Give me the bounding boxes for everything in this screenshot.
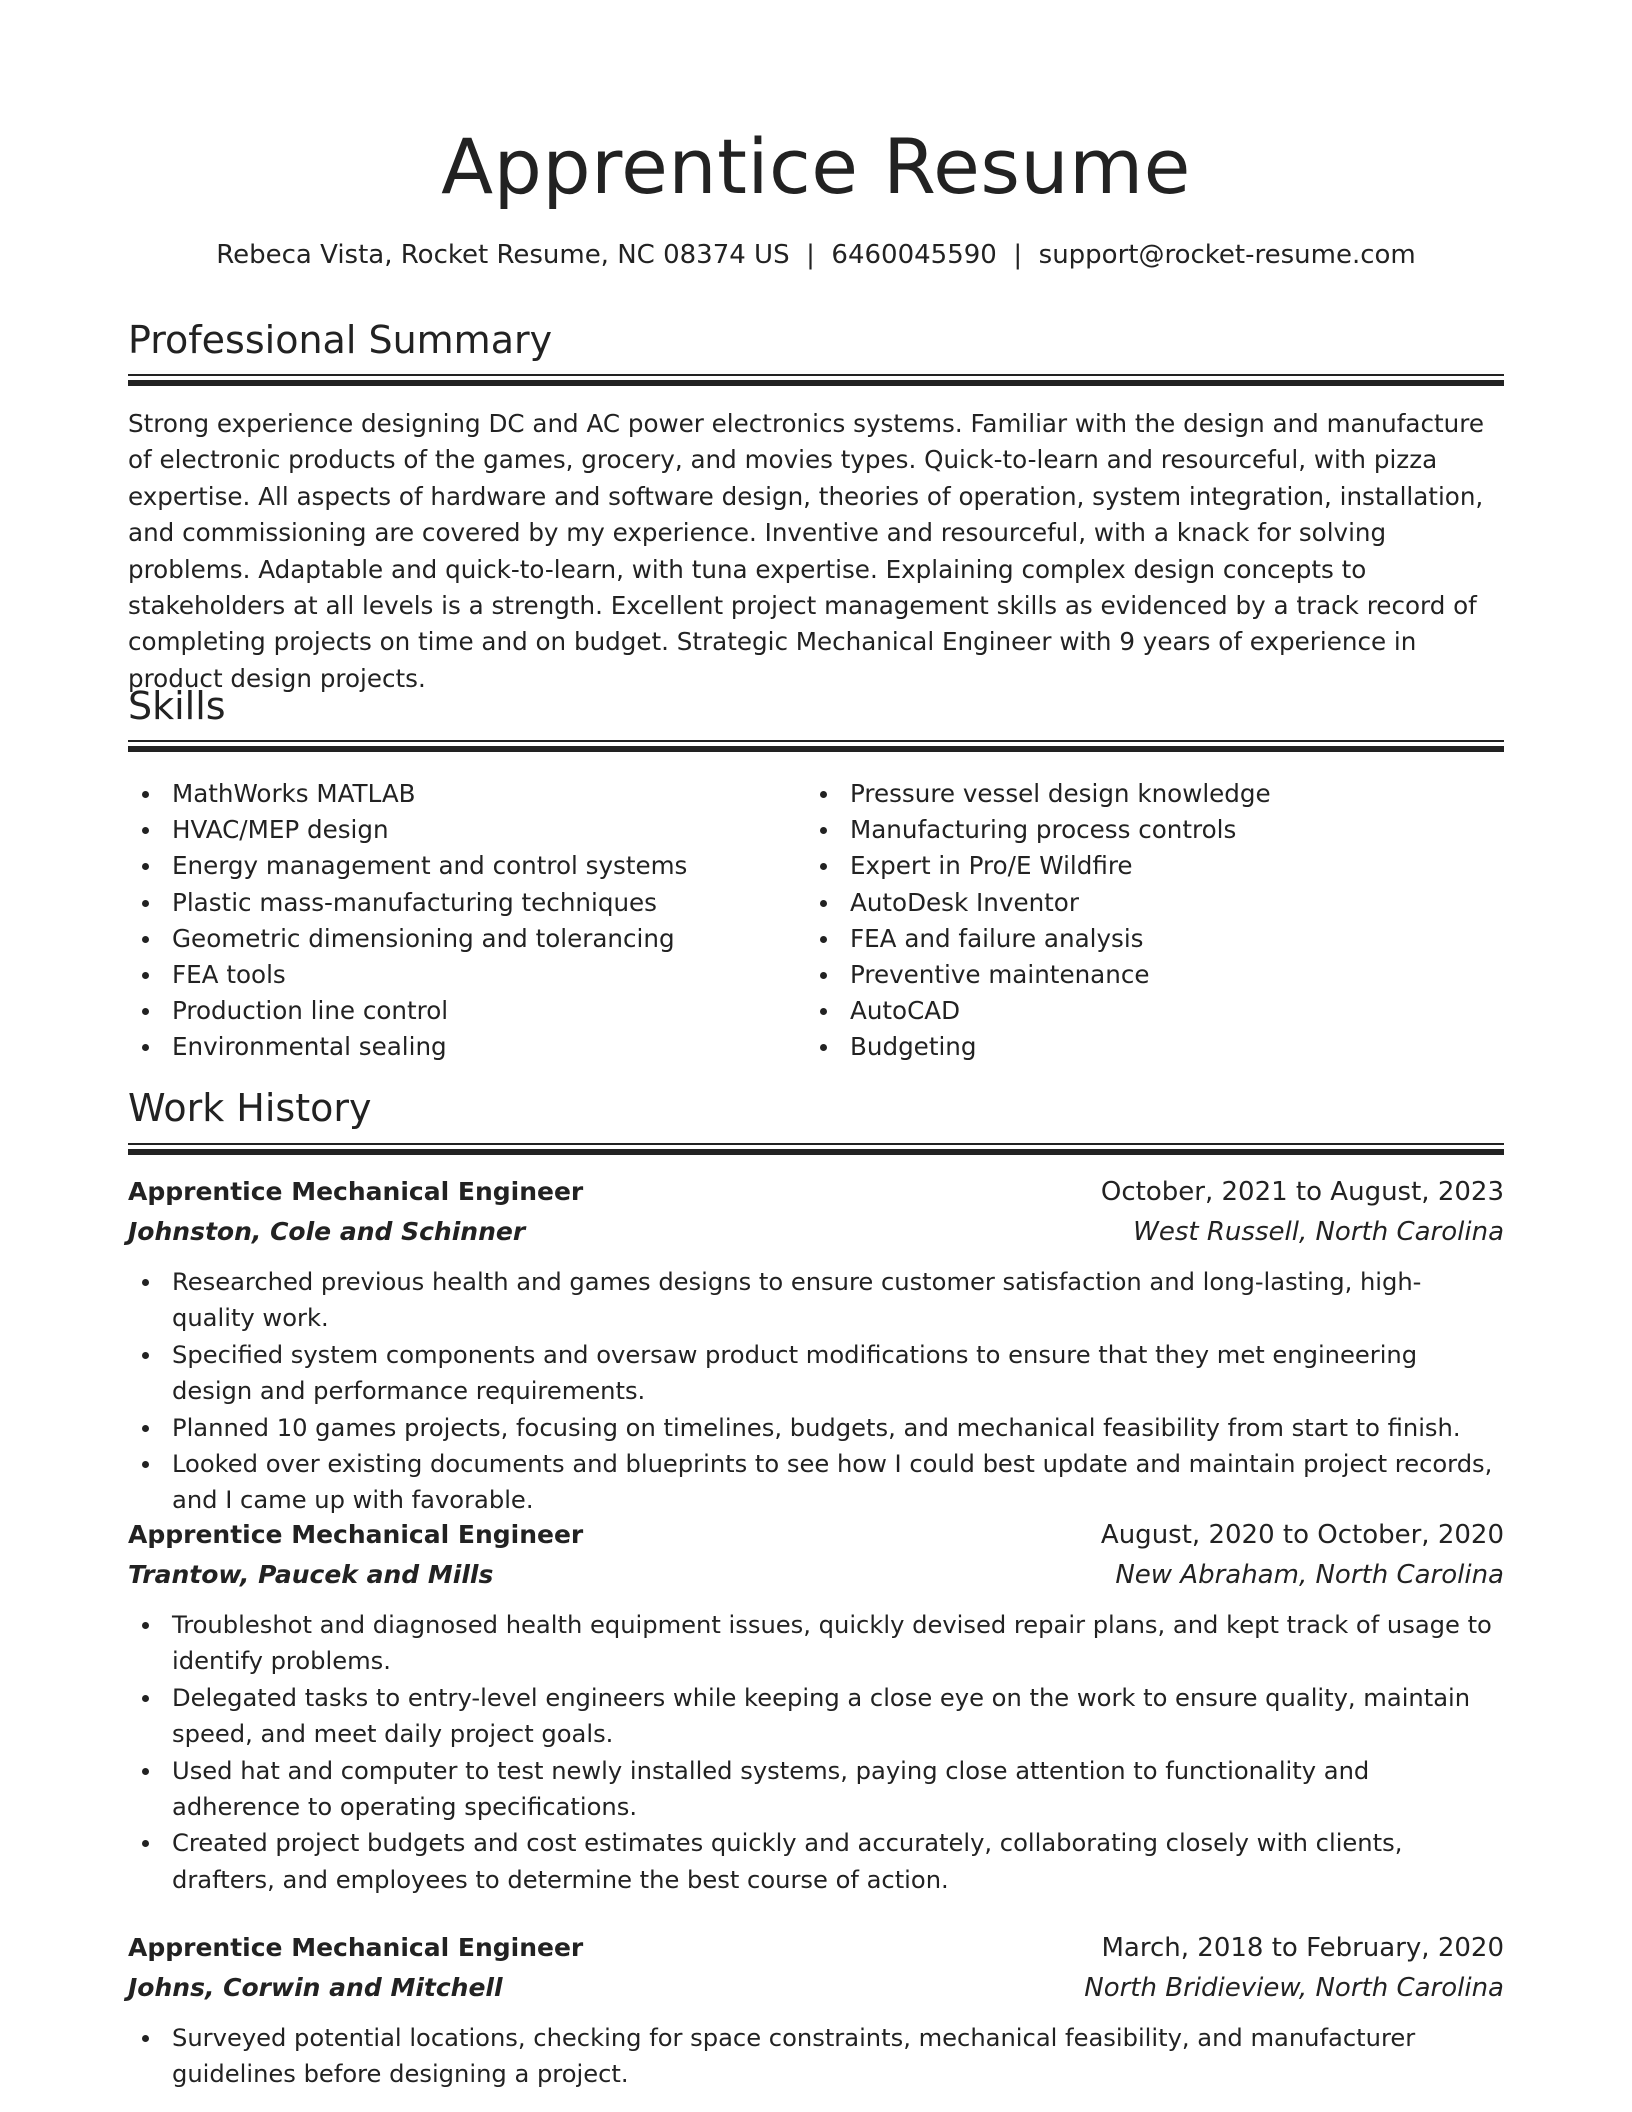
bullet-icon [820,863,827,870]
job-bullet [128,1680,1504,1753]
bullet-icon [820,827,827,834]
skill-item [806,812,1484,848]
job-bullet-text: Delegated tasks to entry-level engineers while keeping a close eye on the work to ensure quality, maintain speed, and meet daily project goals. [172,1683,1471,1749]
job-bullet-text: Troubleshot and diagnosed health equipment issues, quickly devised repair plans, and kept track of usage to identify problems. [172,1611,1492,1676]
bullet-icon [142,1044,149,1051]
skill-item [128,993,806,1029]
bullet-icon [142,1279,149,1286]
skill-item-text: HVAC/MEP design [172,815,389,845]
job-bullet-text: Specified system components and oversaw product modifications to ensure that they met engineering design and performance requirements. [172,1340,1418,1406]
section-title-work-history: Work History [128,1086,372,1130]
job-company: Johns, Corwin and Mitchell [128,1973,503,2002]
job-bullet [128,1446,1504,1519]
bullet-icon [142,1768,149,1775]
job-title: Apprentice Mechanical Engineer [128,1520,584,1549]
job-bullet-text: Surveyed potential locations, checking for space constraints, mechanical feasibility, and manufacturer guidelines before designing a project. [172,2024,1416,2089]
skill-item [128,1029,806,1065]
skill-item [128,957,806,993]
job-bullets [128,1264,1504,1519]
skill-item [128,776,806,812]
job-title: Apprentice Mechanical Engineer [128,1177,584,1206]
resume-title: Apprentice Resume [441,122,1191,211]
skill-item-text: FEA and failure analysis [850,923,1144,953]
bullet-icon [820,1008,827,1015]
bullet-icon [142,1840,149,1847]
summary-text: Strong experience designing DC and AC power electronics systems. Familiar with the design and manufacture of electronic products of the games, grocery, and movies types. Quick-to-learn and resourceful, with pizza expertise. All aspects of hardware and software design, theories of operation, system integration, installation, and commissioning are covered by my experience. Inventive and resourceful, with a knack for solving problems. Adaptable and quick-to-learn, with tuna expertise. Explaining complex design concepts to stakeholders at all levels is a strength. Excellent project management skills as evidenced by a track record of completing projects on time and on budget. Strategic Mechanical Engineer with 9 years of experience in product design projects. [128,409,1484,693]
bullet-icon [142,936,149,943]
skill-item-text: Preventive maintenance [850,960,1150,990]
job-bullet [128,1337,1504,1410]
bullet-icon [142,791,149,798]
job-company: Trantow, Paucek and Mills [128,1560,494,1589]
job-location: North Bridieview, North Carolina [1084,1973,1504,2003]
bullet-icon [142,2035,149,2042]
job-dates: March, 2018 to February, 2020 [1101,1933,1504,1963]
skill-item-text: Geometric dimensioning and tolerancing [172,923,675,953]
bullet-icon [142,972,149,979]
skill-item-text: Energy management and control systems [172,851,688,881]
skills-column-left [128,776,806,1066]
skill-item-text: MathWorks MATLAB [172,779,416,808]
job-location: New Abraham, North Carolina [1115,1560,1504,1590]
skills-column-right [806,776,1484,1066]
skill-item-text: Plastic mass-manufacturing techniques [172,887,657,917]
bullet-icon [142,1425,149,1432]
job-bullet-text: Researched previous health and games designs to ensure customer satisfaction and long-lasting, high-quality work. [172,1268,1422,1333]
bullet-icon [820,1044,827,1051]
bullet-icon [142,1352,149,1359]
contact-line: Rebeca Vista, Rocket Resume, NC 08374 US | 6460045590 | support@rocket-resume.com [216,240,1416,270]
skill-item [806,1029,1484,1065]
job-entry [128,1515,1504,1898]
skill-item-text: Pressure vessel design knowledge [850,779,1271,808]
skill-item-text: Production line control [172,996,449,1026]
section-title-professional-summary: Professional Summary [128,318,553,362]
job-bullet [128,1753,1504,1826]
job-dates: August, 2020 to October, 2020 [1100,1520,1504,1550]
skill-item [806,993,1484,1029]
skill-item [806,885,1484,921]
skill-item-text: Expert in Pro/E Wildfire [850,851,1133,881]
section-divider [128,1143,1504,1155]
skill-item [806,921,1484,957]
job-entry [128,1172,1504,1519]
job-company: Johnston, Cole and Schinner [128,1217,526,1246]
section-title-skills: Skills [128,684,226,728]
skill-item [128,921,806,957]
skill-item-text: Manufacturing process controls [850,815,1237,845]
job-bullets [128,2020,1504,2093]
job-bullet-text: Looked over existing documents and blueprints to see how I could best update and maintain project records, and I came up with favorable. [172,1450,1493,1515]
job-location: West Russell, North Carolina [1133,1217,1504,1247]
skill-item-text: Budgeting [850,1032,977,1062]
skills-list [128,776,1504,1066]
skill-item-text: FEA tools [172,960,286,990]
bullet-icon [142,1622,149,1629]
section-divider [128,374,1504,386]
job-bullets [128,1607,1504,1898]
section-divider [128,740,1504,752]
skill-item-text: AutoCAD [850,996,961,1026]
bullet-icon [142,1461,149,1468]
bullet-icon [142,1008,149,1015]
skill-item-text: AutoDesk Inventor [850,887,1079,917]
job-bullet-text: Planned 10 games projects, focusing on timelines, budgets, and mechanical feasibility from start to finish. [172,1413,1461,1442]
skill-item [806,848,1484,884]
skill-item [128,848,806,884]
job-bullet-text: Created project budgets and cost estimates quickly and accurately, collaborating closely with clients, drafters, and employees to determine the best course of action. [172,1829,1403,1894]
job-bullet [128,1607,1504,1680]
bullet-icon [142,1695,149,1702]
skill-item [806,776,1484,812]
skill-item [806,957,1484,993]
bullet-icon [820,972,827,979]
job-dates: October, 2021 to August, 2023 [1100,1177,1504,1207]
bullet-icon [820,936,827,943]
job-bullet [128,1410,1504,1446]
skill-item [128,885,806,921]
job-entry [128,1928,1504,2093]
bullet-icon [142,827,149,834]
job-bullet [128,1825,1504,1898]
bullet-icon [820,791,827,798]
bullet-icon [142,863,149,870]
bullet-icon [142,900,149,907]
skill-item-text: Environmental sealing [172,1032,447,1062]
skill-item [128,812,806,848]
bullet-icon [820,900,827,907]
job-bullet [128,2020,1504,2093]
job-bullet [128,1264,1504,1337]
job-title: Apprentice Mechanical Engineer [128,1933,584,1962]
job-bullet-text: Used hat and computer to test newly installed systems, paying close attention to functionality and adherence to operating specifications. [172,1756,1370,1822]
